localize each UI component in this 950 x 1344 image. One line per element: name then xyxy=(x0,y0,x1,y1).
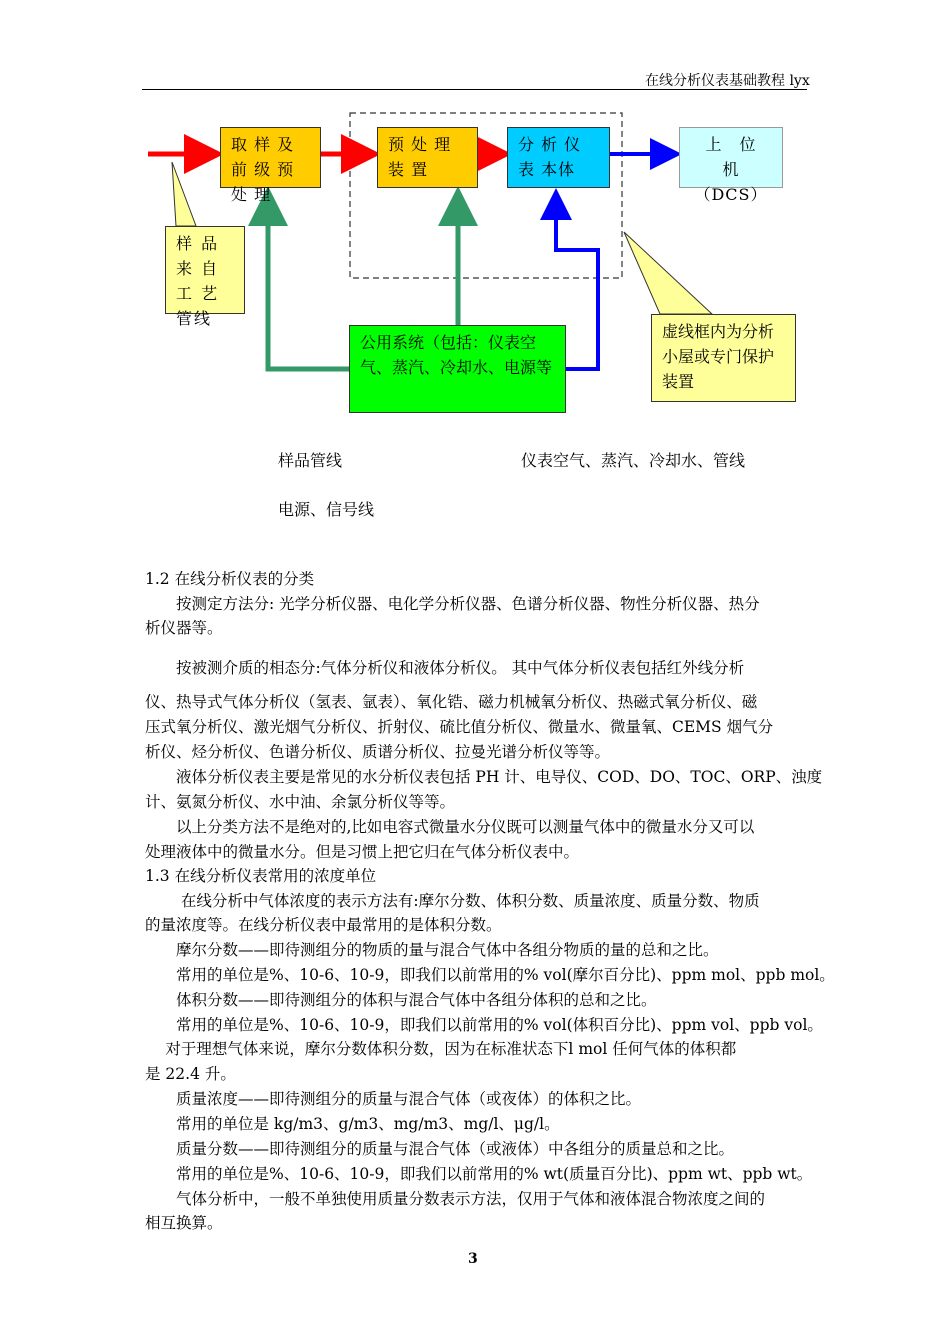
paragraph-line: 常用的单位是%、10-6、10-9，即我们以前常用的% wt(质量百分比)、ppm wt、ppb wt。 xyxy=(145,1165,813,1183)
paragraph-line: 常用的单位是 kg/m3、g/m3、mg/m3、mg/l、μg/l。 xyxy=(145,1115,560,1133)
paragraph-line: 质量浓度——即待测组分的质量与混合气体（或夜体）的体积之比。 xyxy=(145,1090,642,1108)
box-utility-system: 公用系统（包括：仪表空气、蒸汽、冷却水、电源等 xyxy=(349,325,566,413)
paragraph-line: 计、氨氮分析仪、水中油、余氯分析仪等等。 xyxy=(145,793,456,811)
host-line1: 上 位 机 xyxy=(705,135,774,179)
box-host-computer xyxy=(679,127,783,204)
paragraph-line: 摩尔分数——即待测组分的物质的量与混合气体中各组分物质的量的总和之比。 xyxy=(145,941,719,959)
callout-dashed-area: 虚线框内为分析小屋或专门保护装置 xyxy=(651,314,796,402)
paragraph-line: 按测定方法分: 光学分析仪器、电化学分析仪器、色谱分析仪器、物性分析仪器、热分 xyxy=(145,595,760,613)
paragraph-line: 处理液体中的微量水分。但是习惯上把它归在气体分析仪表中。 xyxy=(145,843,580,861)
paragraph-line: 体积分数——即待测组分的体积与混合气体中各组分体积的总和之比。 xyxy=(145,991,657,1009)
paragraph-line: 常用的单位是%、10-6、10-9，即我们以前常用的% vol(体积百分比)、ppm vol、ppb vol。 xyxy=(145,1016,823,1034)
legend-utility-line: 仪表空气、蒸汽、冷却水、管线 xyxy=(521,451,746,470)
paragraph-line: 在线分析中气体浓度的表示方法有:摩尔分数、体积分数、质量浓度、质量分数、物质 xyxy=(145,892,760,910)
page-number: 3 xyxy=(468,1251,478,1267)
page-header: 在线分析仪表基础教程 lyx xyxy=(645,73,810,89)
callout-sample-pointer xyxy=(172,162,196,226)
paragraph-line: 相互换算。 xyxy=(145,1214,223,1232)
paragraph-line: 按被测介质的相态分:气体分析仪和液体分析仪。 其中气体分析仪表包括红外线分析 xyxy=(145,659,745,677)
legend-power-line: 电源、信号线 xyxy=(278,500,375,519)
paragraph-line: 常用的单位是%、10-6、10-9，即我们以前常用的% vol(摩尔百分比)、ppm mol、ppb mol。 xyxy=(145,966,835,984)
host-line2: （DCS） xyxy=(694,185,768,204)
paragraph-line: 对于理想气体来说，摩尔分数体积分数，因为在标准状态下l mol 任何气体的体积都 xyxy=(145,1040,737,1058)
flow-diagram xyxy=(0,0,950,540)
paragraph-line: 质量分数——即待测组分的质量与混合气体（或液体）中各组分的质量总和之比。 xyxy=(145,1140,735,1158)
paragraph-line: 压式氧分析仪、激光烟气分析仪、折射仪、硫比值分析仪、微量水、微量氧、CEMS 烟气分 xyxy=(145,718,774,736)
paragraph-line: 是 22.4 升。 xyxy=(145,1065,236,1083)
utility-to-sampling xyxy=(268,196,349,369)
box-analyzer-body: 分 析 仪 表 本体 xyxy=(507,127,610,188)
diagram-connectors xyxy=(0,0,950,540)
paragraph-line: 气体分析中，一般不单独使用质量分数表示方法，仅用于气体和液体混合物浓度之间的 xyxy=(145,1190,766,1208)
section-heading-1-2: 1.2 在线分析仪表的分类 xyxy=(145,570,315,588)
box-sampling-pretreatment: 取 样 及 前 级 预 处 理 xyxy=(220,127,321,188)
paragraph-line: 以上分类方法不是绝对的,比如电容式微量水分仪既可以测量气体中的微量水分又可以 xyxy=(145,818,755,836)
box-preprocessing-unit: 预 处 理 装 置 xyxy=(377,127,478,188)
paragraph-line: 液体分析仪表主要是常见的水分析仪表包括 PH 计、电导仪、COD、DO、TOC、ORP、浊度 xyxy=(145,768,823,786)
paragraph-line: 析仪器等。 xyxy=(145,619,223,637)
section-heading-1-3: 1.3 在线分析仪表常用的浓度单位 xyxy=(145,867,377,885)
paragraph-line: 析仪、烃分析仪、色谱分析仪、质谱分析仪、拉曼光谱分析仪等等。 xyxy=(145,743,611,761)
legend-sample-line: 样品管线 xyxy=(278,451,343,470)
callout-dashed-pointer xyxy=(624,232,712,314)
paragraph-line: 仪、热导式气体分析仪（氢表、氩表）、氧化锆、磁力机械氧分析仪、热磁式氧分析仪、磁 xyxy=(145,693,758,711)
callout-sample-source: 样 品 来 自 工 艺 管线 xyxy=(165,226,245,314)
paragraph-line: 的量浓度等。在线分析仪表中最常用的是体积分数。 xyxy=(145,916,502,934)
